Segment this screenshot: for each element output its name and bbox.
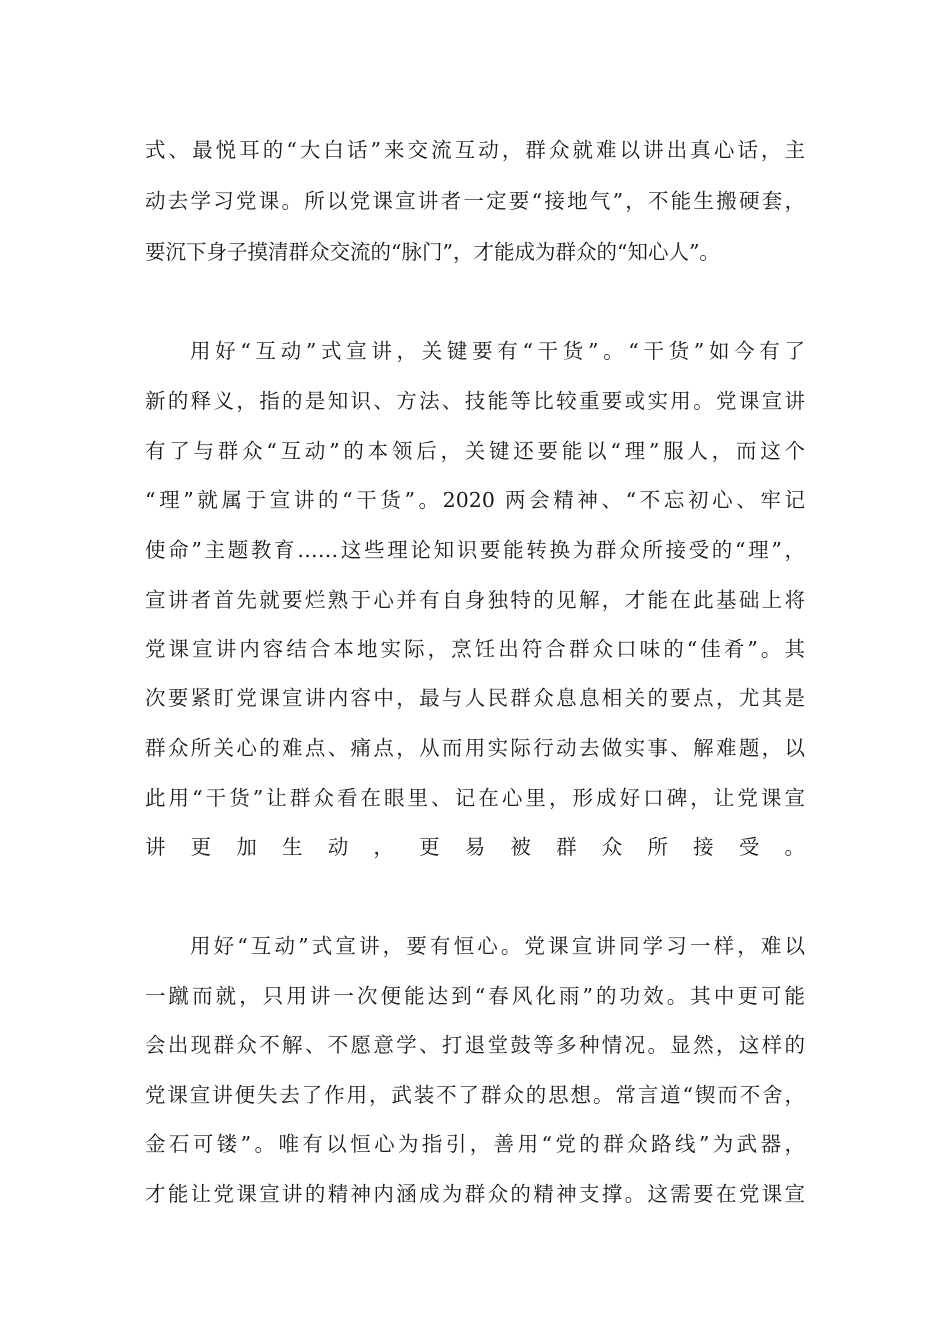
text-line: 新的释义，指的是知识、方法、技能等比较重要或实用。党课宣讲: [145, 389, 805, 413]
text-line: 用好“互动”式宣讲，要有恒心。党课宣讲同学习一样，难以: [190, 934, 805, 958]
text-line: 群众所关心的难点、痛点，从而用实际行动去做实事、解难题，以: [145, 736, 805, 760]
text-line: 式、最悦耳的“大白话”来交流互动，群众就难以讲出真心话，主: [145, 138, 805, 162]
text-line: 用好“互动”式宣讲，关键要有“干货”。“干货”如今有了: [190, 339, 805, 363]
text-line: 宣讲者首先就要烂熟于心并有自身独特的见解，才能在此基础上将: [145, 588, 805, 612]
text-line: 一蹴而就，只用讲一次便能达到“春风化雨”的功效。其中更可能: [145, 984, 805, 1008]
text-line: 有了与群众“互动”的本领后，关键还要能以“理”服人，而这个: [145, 439, 805, 463]
text-line: 讲更加生动，更易被群众所接受。: [145, 835, 805, 859]
text-line: 次要紧盯党课宣讲内容中，最与人民群众息息相关的要点，尤其是: [145, 686, 805, 710]
text-line: 要沉下身子摸清群众交流的“脉门”，才能成为群众的“知心人”。: [145, 240, 720, 264]
text-line: 此用“干货”让群众看在眼里、记在心里，形成好口碑，让党课宣: [145, 786, 805, 810]
text-line: 会出现群众不解、不愿意学、打退堂鼓等多种情况。显然，这样的: [145, 1033, 805, 1057]
text-line: 党课宣讲内容结合本地实际，烹饪出符合群众口味的“佳肴”。其: [145, 637, 805, 661]
text-line: 使命”主题教育……这些理论知识要能转换为群众所接受的“理”，: [145, 538, 805, 562]
text-line: “理”就属于宣讲的“干货”。2020 两会精神、“不忘初心、牢记: [145, 488, 805, 512]
text-line: 动去学习党课。所以党课宣讲者一定要“接地气”，不能生搬硬套，: [145, 189, 805, 213]
text-line: 党课宣讲便失去了作用，武装不了群众的思想。常言道“锲而不舍，: [145, 1083, 805, 1107]
text-line: 才能让党课宣讲的精神内涵成为群众的精神支撑。这需要在党课宣: [145, 1182, 805, 1206]
text-line: 金石可镂”。唯有以恒心为指引，善用“党的群众路线”为武器，: [145, 1132, 805, 1156]
